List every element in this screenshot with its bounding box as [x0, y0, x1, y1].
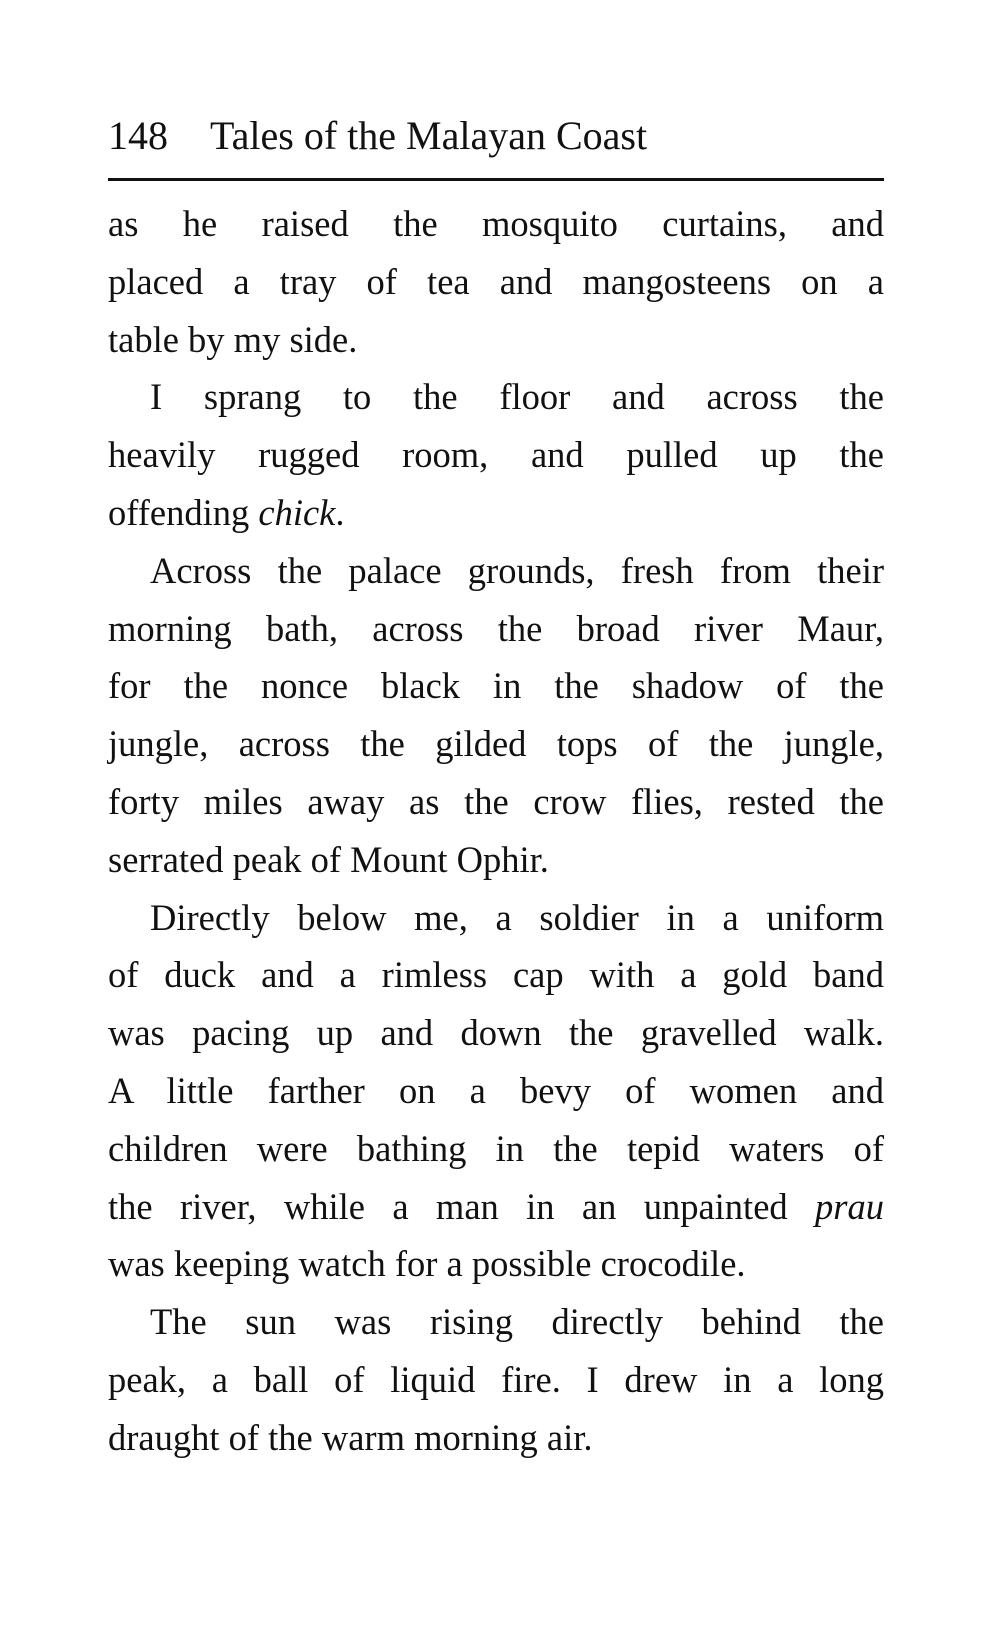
text-line: as he raised the mosquito curtains, and — [108, 203, 884, 244]
text-line: Across the palace grounds, fresh from their — [150, 549, 884, 591]
body-text — [108, 195, 884, 1467]
text-line: jungle, across the gilded tops of the jungle, — [108, 723, 884, 765]
text-line: A little farther on a bevy of women and — [108, 1069, 884, 1111]
text-line: draught of the warm morning air. — [108, 1416, 593, 1458]
text-fragment: offending — [108, 491, 259, 533]
text-line: Directly below me, a soldier in a uniform — [150, 896, 884, 938]
text-line: The sun was rising directly behind the — [150, 1301, 884, 1343]
text-line — [108, 484, 884, 542]
text-line — [108, 1178, 884, 1236]
text-line: I sprang to the floor and across the — [150, 376, 884, 418]
text-line: heavily rugged room, and pulled up the — [108, 434, 884, 476]
italic-word: chick — [258, 491, 336, 533]
running-head — [108, 108, 884, 164]
header-rule — [108, 178, 884, 181]
text-line: morning bath, across the broad river Maur, — [108, 607, 884, 649]
text-line: table by my side. — [108, 318, 358, 360]
text-line: children were bathing in the tepid waters of — [108, 1127, 884, 1169]
text-line: peak, a ball of liquid fire. I drew in a long — [108, 1358, 884, 1400]
italic-word: prau — [815, 1185, 884, 1227]
text-line: of duck and a rimless cap with a gold band — [108, 954, 884, 996]
text-line: was keeping watch for a possible crocodile. — [108, 1243, 746, 1285]
text-fragment: . — [335, 491, 345, 533]
text-line: serrated peak of Mount Ophir. — [108, 838, 549, 880]
text-line: placed a tray of tea and mangosteens on a — [108, 260, 884, 302]
page-number: 148 — [108, 113, 168, 158]
text-line: forty miles away as the crow flies, rested the — [108, 780, 884, 822]
running-title: Tales of the Malayan Coast — [210, 113, 648, 158]
text-fragment: the river, while a man in an unpainted — [108, 1185, 816, 1227]
text-line: for the nonce black in the shadow of the — [108, 665, 884, 707]
text-line: was pacing up and down the gravelled walk. — [108, 1012, 884, 1054]
